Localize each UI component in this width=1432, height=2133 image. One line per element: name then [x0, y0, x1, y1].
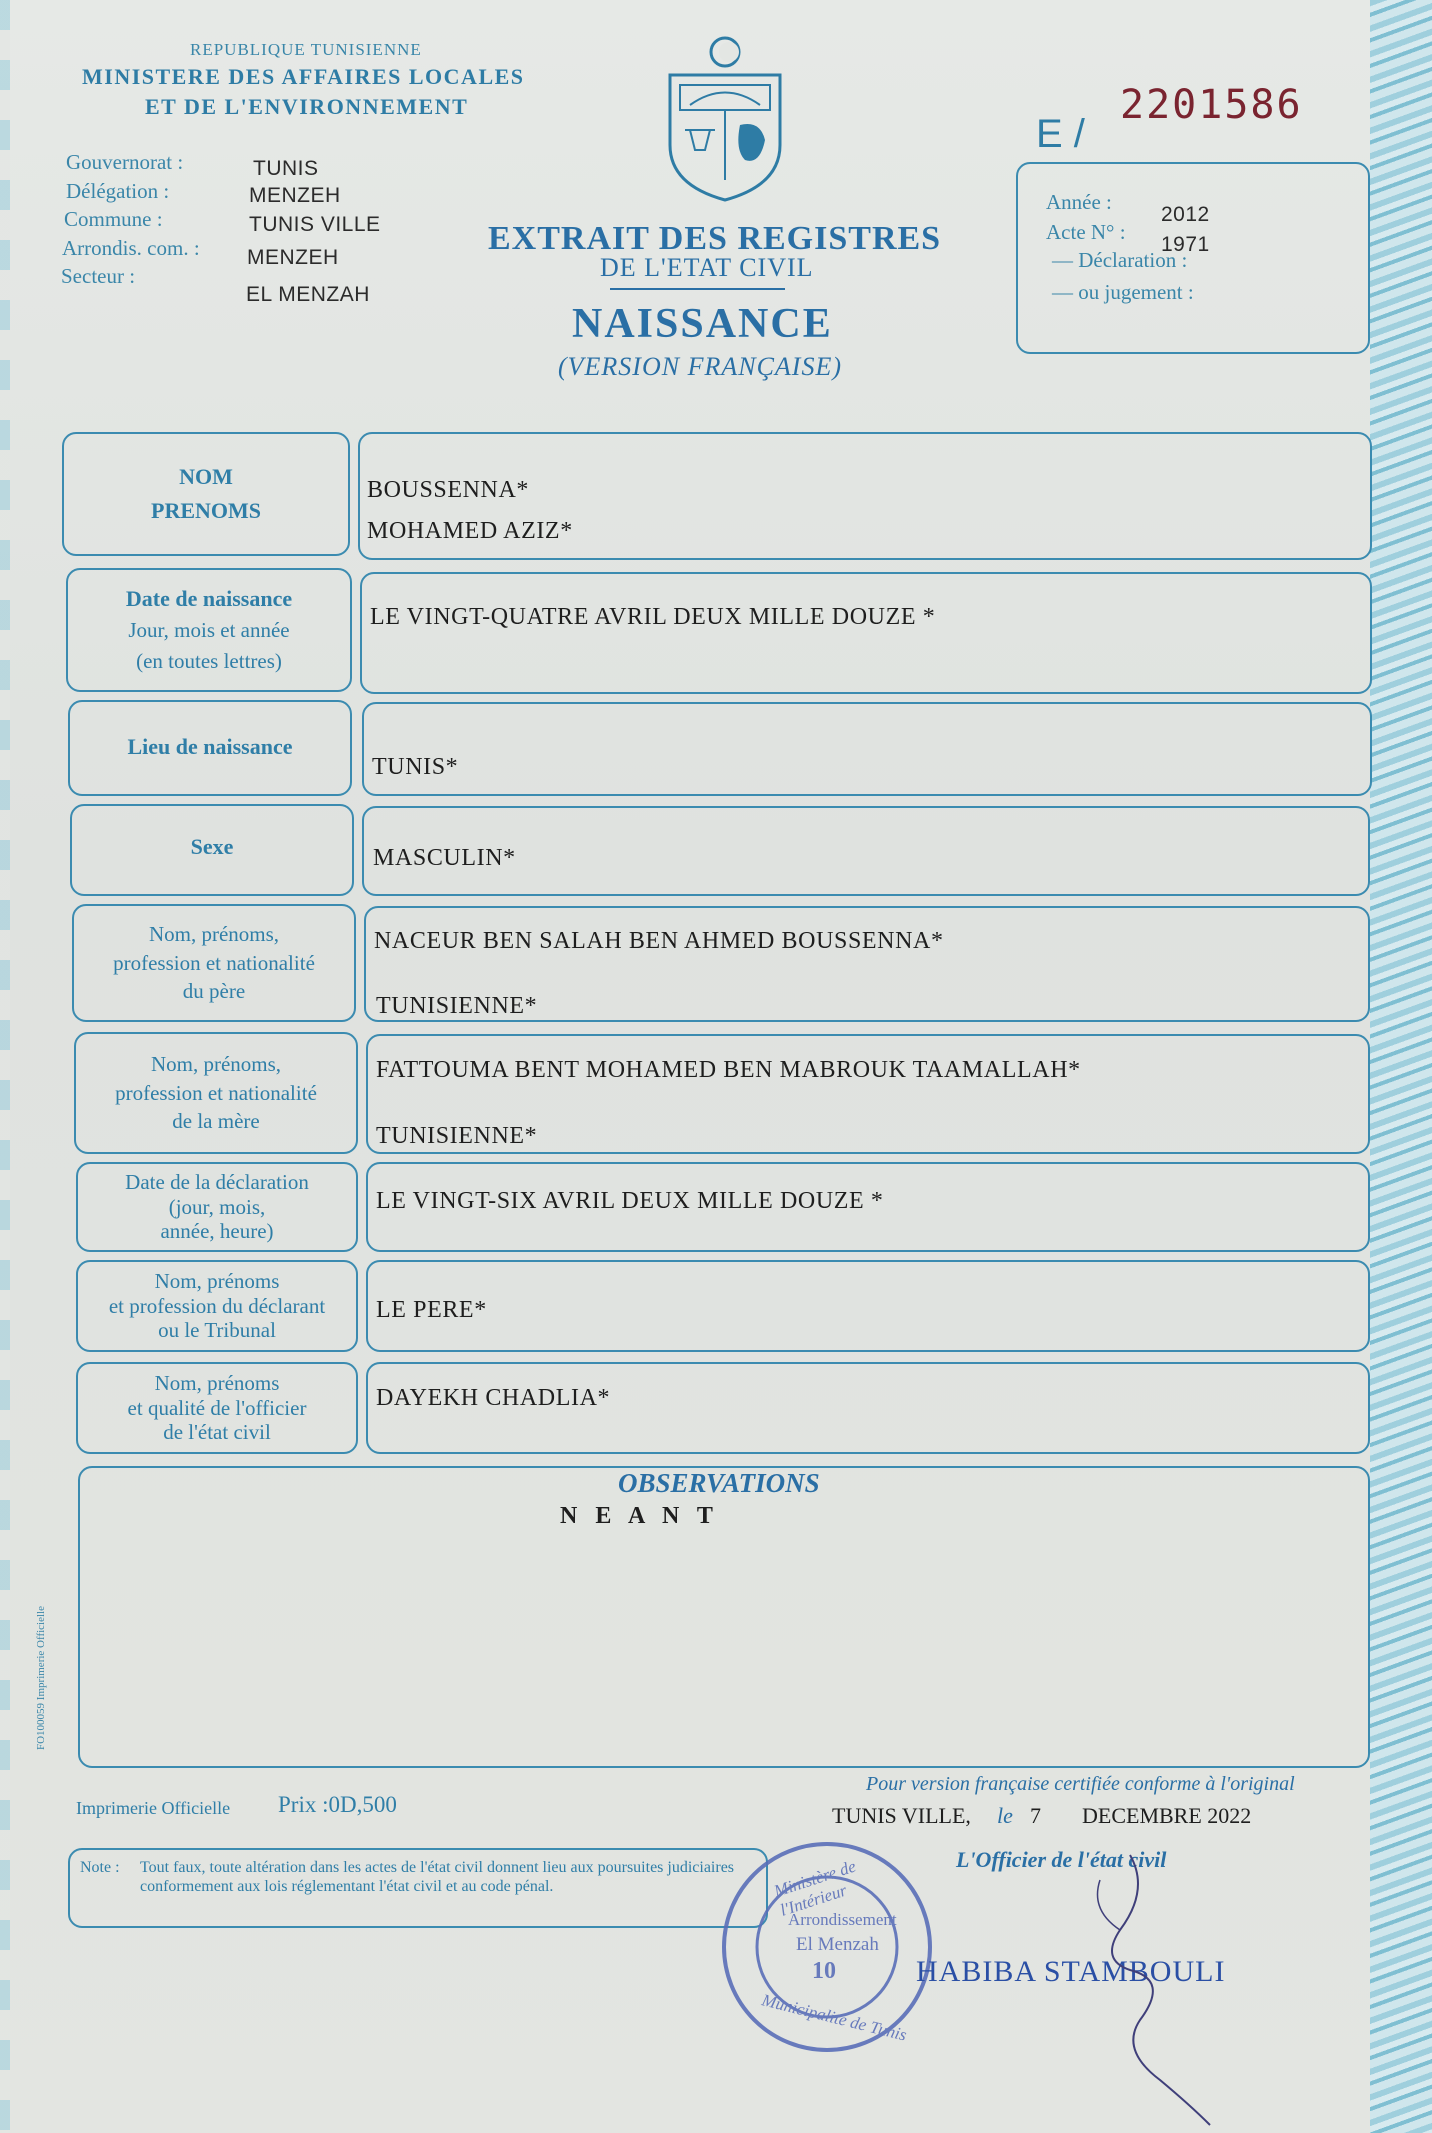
label-declarant	[76, 1260, 358, 1352]
value-officier: DAYEKH CHADLIA*	[376, 1385, 611, 1411]
stamp-line1: Arrondissement	[788, 1910, 897, 1929]
value-sexe: MASCULIN*	[373, 845, 516, 871]
label-nom-prenoms	[62, 432, 350, 556]
label-line: ou le Tribunal	[158, 1318, 276, 1343]
stamp-ring-top: Ministère de l'Intérieur	[771, 1856, 859, 1920]
official-stamp	[722, 1842, 932, 2052]
stamp-line3: 10	[812, 1958, 836, 1984]
label-line: profession et nationalité	[113, 950, 315, 975]
label-pere	[72, 904, 356, 1022]
ministry-heading-line1: MINISTERE DES AFFAIRES LOCALES	[82, 64, 525, 89]
label-lieu-naissance	[68, 700, 352, 796]
commune-value: TUNIS VILLE	[249, 213, 381, 236]
value-box-declarant	[366, 1260, 1370, 1352]
right-guilloche-border	[1370, 0, 1432, 2133]
document-type: NAISSANCE	[572, 301, 833, 347]
price-label: Prix :0D,500	[278, 1792, 397, 1817]
gouvernorat-value: TUNIS	[253, 157, 319, 180]
printer-label: Imprimerie Officielle	[76, 1798, 231, 1818]
document-subtitle: DE L'ETAT CIVIL	[600, 253, 814, 282]
stamp-line2: El Menzah	[796, 1934, 879, 1955]
arrondissement-label: Arrondis. com. :	[62, 236, 200, 260]
arrondissement-value: MENZEH	[247, 246, 339, 269]
le-label: le	[997, 1803, 1013, 1828]
label-line: Jour, mois et année	[128, 618, 290, 643]
value-mere-nom: FATTOUMA BENT MOHAMED BEN MABROUK TAAMALLAH*	[376, 1057, 1081, 1083]
stamp-ring-bottom: Municipalité de Tunis	[760, 1990, 909, 2045]
value-mere-nationalite: TUNISIENNE*	[376, 1123, 538, 1149]
coat-of-arms-icon	[660, 30, 790, 205]
value-declarant: LE PERE*	[376, 1297, 487, 1323]
annee-value: 2012	[1161, 203, 1210, 226]
delegation-label: Délégation :	[66, 179, 170, 203]
label-date-naissance	[66, 568, 352, 692]
value-box-date-naissance	[360, 572, 1372, 694]
value-date-declaration: LE VINGT-SIX AVRIL DEUX MILLE DOUZE *	[376, 1188, 884, 1214]
label-mere	[74, 1032, 358, 1154]
label-line: Nom, prénoms,	[148, 921, 280, 946]
label-line: de l'état civil	[163, 1420, 271, 1445]
label-line: du père	[182, 979, 246, 1004]
label-line: (en toutes lettres)	[136, 648, 282, 673]
jugement-label: — ou jugement :	[1052, 280, 1194, 304]
observations-title: OBSERVATIONS	[618, 1468, 820, 1498]
ministry-heading-line2: ET DE L'ENVIRONNEMENT	[145, 94, 469, 119]
officer-title: L'Officier de l'état civil	[956, 1847, 1167, 1872]
signature-icon	[1060, 1850, 1260, 2130]
note-text: Tout faux, toute altération dans les actes de l'état civil donnent lieu aux poursuites judiciaires conformement aux lois réglementant l'état civil et au code pénal.	[140, 1859, 735, 1896]
label-line: Date de naissance	[125, 586, 293, 612]
value-date-naissance: LE VINGT-QUATRE AVRIL DEUX MILLE DOUZE *	[370, 604, 936, 630]
label-line: Lieu de naissance	[127, 734, 293, 759]
document-title: EXTRAIT DES REGISTRES	[488, 220, 942, 257]
note-prefix: Note :	[80, 1859, 120, 1876]
form-code: FO100059 Imprimerie Officielle	[35, 1606, 47, 1750]
date-month-year: DECEMBRE 2022	[1082, 1803, 1252, 1828]
declaration-label: — Déclaration :	[1052, 248, 1188, 272]
observations-box	[78, 1466, 1370, 1768]
label-line: Nom, prénoms	[154, 1268, 280, 1293]
certified-label: Pour version française certifiée conforme à l'original	[866, 1773, 1295, 1795]
gouvernorat-label: Gouvernorat :	[66, 150, 184, 174]
officer-name: HABIBA STAMBOULI	[916, 1955, 1226, 1988]
label-line: NOM	[179, 464, 233, 490]
value-lieu-naissance: TUNIS*	[372, 754, 459, 780]
label-line: Sexe	[190, 834, 234, 859]
date-day: 7	[1030, 1803, 1041, 1828]
label-line: profession et nationalité	[115, 1080, 317, 1105]
label-line: Date de la déclaration	[125, 1169, 309, 1194]
label-sexe	[70, 804, 354, 896]
observations-value: N E A N T	[560, 1503, 719, 1529]
label-line: de la mère	[172, 1109, 260, 1134]
value-box-lieu-naissance	[362, 702, 1372, 796]
label-line: Nom, prénoms	[154, 1370, 280, 1395]
secteur-label: Secteur :	[61, 264, 136, 288]
secteur-value: EL MENZAH	[246, 283, 370, 306]
label-line: PRENOMS	[151, 498, 261, 523]
label-line: année, heure)	[160, 1219, 274, 1244]
value-pere-nationalite: TUNISIENNE*	[376, 993, 538, 1019]
title-divider	[610, 288, 785, 290]
acte-label: Acte N° :	[1046, 220, 1126, 244]
republic-heading: REPUBLIQUE TUNISIENNE	[190, 40, 422, 59]
value-nom: BOUSSENNA*	[367, 477, 530, 503]
label-date-declaration	[76, 1162, 358, 1252]
left-guilloche-border	[0, 0, 10, 2133]
label-line: et profession du déclarant	[108, 1293, 326, 1318]
value-pere-nom: NACEUR BEN SALAH BEN AHMED BOUSSENNA*	[374, 928, 944, 954]
label-line: et qualité de l'officier	[127, 1395, 307, 1420]
delegation-value: MENZEH	[249, 184, 341, 207]
label-line: (jour, mois,	[168, 1194, 266, 1219]
annee-label: Année :	[1046, 190, 1112, 214]
label-line: Nom, prénoms,	[150, 1051, 282, 1076]
place-value: TUNIS VILLE,	[832, 1803, 971, 1828]
serial-prefix: E /	[1036, 112, 1085, 156]
serial-number: 2201586	[1120, 82, 1303, 128]
commune-label: Commune :	[64, 207, 163, 231]
acte-value: 1971	[1161, 233, 1210, 256]
version-label: (VERSION FRANÇAISE)	[558, 352, 842, 381]
value-prenoms: MOHAMED AZIZ*	[367, 518, 573, 544]
label-officier	[76, 1362, 358, 1454]
